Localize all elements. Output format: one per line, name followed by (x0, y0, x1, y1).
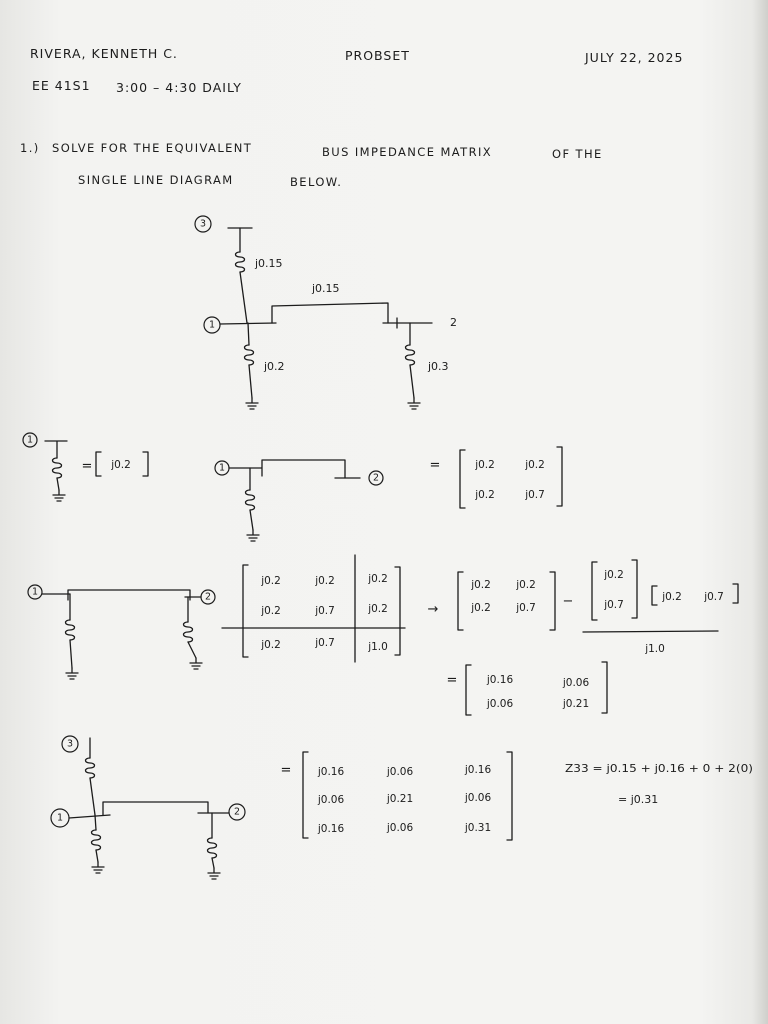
matrix-cell: j0.2 (516, 579, 536, 591)
impedance-label-1-ground: j0.2 (264, 360, 285, 373)
impedance-label-3-1: j0.15 (255, 257, 283, 270)
matrix-cell: j0.2 (111, 459, 131, 471)
ground-symbol (190, 658, 202, 669)
matrix-cell: j0.16 (464, 764, 492, 776)
vector-bracket-right (733, 584, 738, 603)
equals-sign: = (81, 459, 93, 474)
matrix-cell: j0.2 (368, 573, 388, 585)
matrix-bracket-right (143, 452, 148, 476)
impedance-coil (236, 252, 245, 272)
denominator: j1.0 (645, 643, 665, 655)
bus-1-label: 1 (26, 434, 34, 446)
matrix-cell: j0.7 (516, 602, 536, 614)
matrix-cell: j0.7 (525, 489, 545, 501)
matrix-bracket-right (550, 572, 555, 630)
ground-symbol (92, 862, 104, 873)
matrix-cell: j0.06 (464, 792, 492, 804)
problem-text-part4: SINGLE LINE DIAGRAM (78, 173, 234, 187)
branch-line (57, 478, 59, 490)
vector-cell: j0.7 (604, 599, 624, 611)
matrix-cell: j0.2 (261, 605, 281, 617)
branch-line (250, 510, 253, 530)
matrix-bracket-left (466, 665, 471, 715)
matrix-cell: j0.21 (386, 793, 414, 805)
vector-cell: j0.2 (604, 569, 624, 581)
course-code: EE 41S1 (32, 78, 91, 93)
matrix-cell: j0.2 (525, 459, 545, 471)
matrix-cell: j0.21 (562, 698, 590, 710)
ground-symbol (208, 868, 220, 879)
vector-bracket-left (652, 586, 657, 605)
impedance-coil (86, 758, 95, 778)
step-1 (23, 433, 148, 501)
bus-3-label: 3 (66, 738, 74, 750)
matrix-cell: j0.2 (471, 602, 491, 614)
branch-line (188, 642, 196, 658)
line-1-2 (229, 460, 345, 478)
matrix-cell: j0.7 (315, 605, 335, 617)
ground-symbol (408, 398, 420, 409)
bus-1-label: 1 (56, 812, 64, 824)
impedance-coil (184, 622, 193, 642)
vector-bracket-left (592, 562, 597, 620)
impedance-coil (66, 620, 75, 640)
matrix-cell: j0.2 (475, 489, 495, 501)
branch-line (96, 850, 98, 862)
matrix-cell: j0.16 (317, 766, 345, 778)
branch-line (90, 778, 95, 815)
branch-line (95, 815, 96, 830)
bus-3-label: 3 (199, 218, 207, 230)
impedance-coil (53, 458, 62, 478)
branch-line (240, 272, 247, 323)
matrix-cell: j0.06 (386, 766, 414, 778)
branch-line (410, 365, 414, 398)
matrix-bracket-left (96, 452, 101, 476)
impedance-label-2-ground: j0.3 (428, 360, 449, 373)
date: JULY 22, 2025 (585, 50, 684, 65)
ground-symbol (53, 490, 65, 501)
bus-1-bar (45, 441, 67, 458)
matrix-cell: j0.2 (261, 639, 281, 651)
bus-1-label: 1 (31, 586, 39, 598)
ground-symbol (66, 668, 78, 679)
bus-1-bar (69, 815, 110, 818)
branch-line (70, 640, 72, 668)
minus-sign: − (562, 594, 574, 609)
bus-2-label: 2 (372, 472, 380, 484)
step-4 (51, 736, 753, 879)
matrix-cell: j0.06 (562, 677, 590, 689)
matrix-cell: j1.0 (368, 641, 388, 653)
matrix-cell: j0.2 (471, 579, 491, 591)
matrix-bracket-right (557, 447, 562, 506)
matrix-bracket-right (507, 752, 512, 840)
bus-1-label: 1 (218, 462, 226, 474)
ground-symbol (247, 530, 259, 541)
matrix-bracket-left (458, 572, 463, 630)
vector-cell: j0.2 (662, 591, 682, 603)
matrix-bracket-left (460, 450, 465, 508)
impedance-coil (92, 830, 101, 850)
matrix-bracket-right (395, 567, 400, 655)
step-3 (28, 555, 738, 715)
bus-2-label: 2 (450, 316, 457, 329)
matrix-cell: j0.2 (315, 575, 335, 587)
z33-expression: Z33 = j0.15 + j0.16 + 0 + 2(0) (565, 762, 753, 775)
branch-line (212, 858, 214, 868)
reduction-arrow: → (427, 602, 439, 617)
line-1-2 (272, 303, 388, 323)
equals-sign: = (446, 673, 458, 688)
matrix-cell: j0.06 (386, 822, 414, 834)
line-1-2 (42, 590, 190, 600)
line-1-2 (103, 802, 208, 815)
matrix-cell: j0.2 (261, 575, 281, 587)
matrix-bracket-left (303, 752, 308, 838)
impedance-coil (246, 490, 255, 510)
matrix-cell: j0.31 (464, 822, 492, 834)
class-schedule: 3:00 – 4:30 DAILY (116, 80, 242, 95)
matrix-cell: j0.7 (315, 637, 335, 649)
impedance-coil (208, 838, 217, 858)
bus-2-label: 2 (233, 806, 241, 818)
bus-2-label: 2 (204, 591, 212, 603)
matrix-cell: j0.16 (486, 674, 514, 686)
vector-cell: j0.7 (704, 591, 724, 603)
problem-number: 1.) (20, 141, 40, 155)
impedance-coil (406, 345, 415, 365)
vector-bracket-right (632, 560, 637, 618)
problem-text-part5: BELOW. (290, 175, 343, 189)
branch-line (248, 323, 249, 345)
equals-sign: = (429, 458, 441, 473)
matrix-cell: j0.06 (486, 698, 514, 710)
fraction-bar (583, 631, 718, 632)
student-name: RIVERA, KENNETH C. (30, 46, 178, 61)
branch-line (249, 365, 252, 398)
bus-1-label: 1 (208, 319, 216, 331)
page-title: PROBSET (345, 48, 410, 63)
equals-sign: = (280, 763, 292, 778)
step-2 (215, 447, 562, 541)
matrix-bracket-left (243, 565, 248, 657)
bus-2-bar (383, 318, 432, 328)
problem-text-part2: BUS IMPEDANCE MATRIX (322, 145, 493, 159)
problem-text-part1: SOLVE FOR THE EQUIVALENT (52, 141, 253, 155)
z33-result: = j0.31 (618, 793, 659, 806)
matrix-cell: j0.2 (368, 603, 388, 615)
matrix-cell: j0.2 (475, 459, 495, 471)
single-line-diagram (195, 216, 457, 409)
impedance-coil (245, 345, 254, 365)
matrix-bracket-right (602, 662, 607, 713)
matrix-cell: j0.06 (317, 794, 345, 806)
problem-text-part3: OF THE (552, 147, 603, 161)
matrix-cell: j0.16 (317, 823, 345, 835)
ground-symbol (246, 398, 258, 409)
impedance-label-1-2: j0.15 (312, 282, 340, 295)
